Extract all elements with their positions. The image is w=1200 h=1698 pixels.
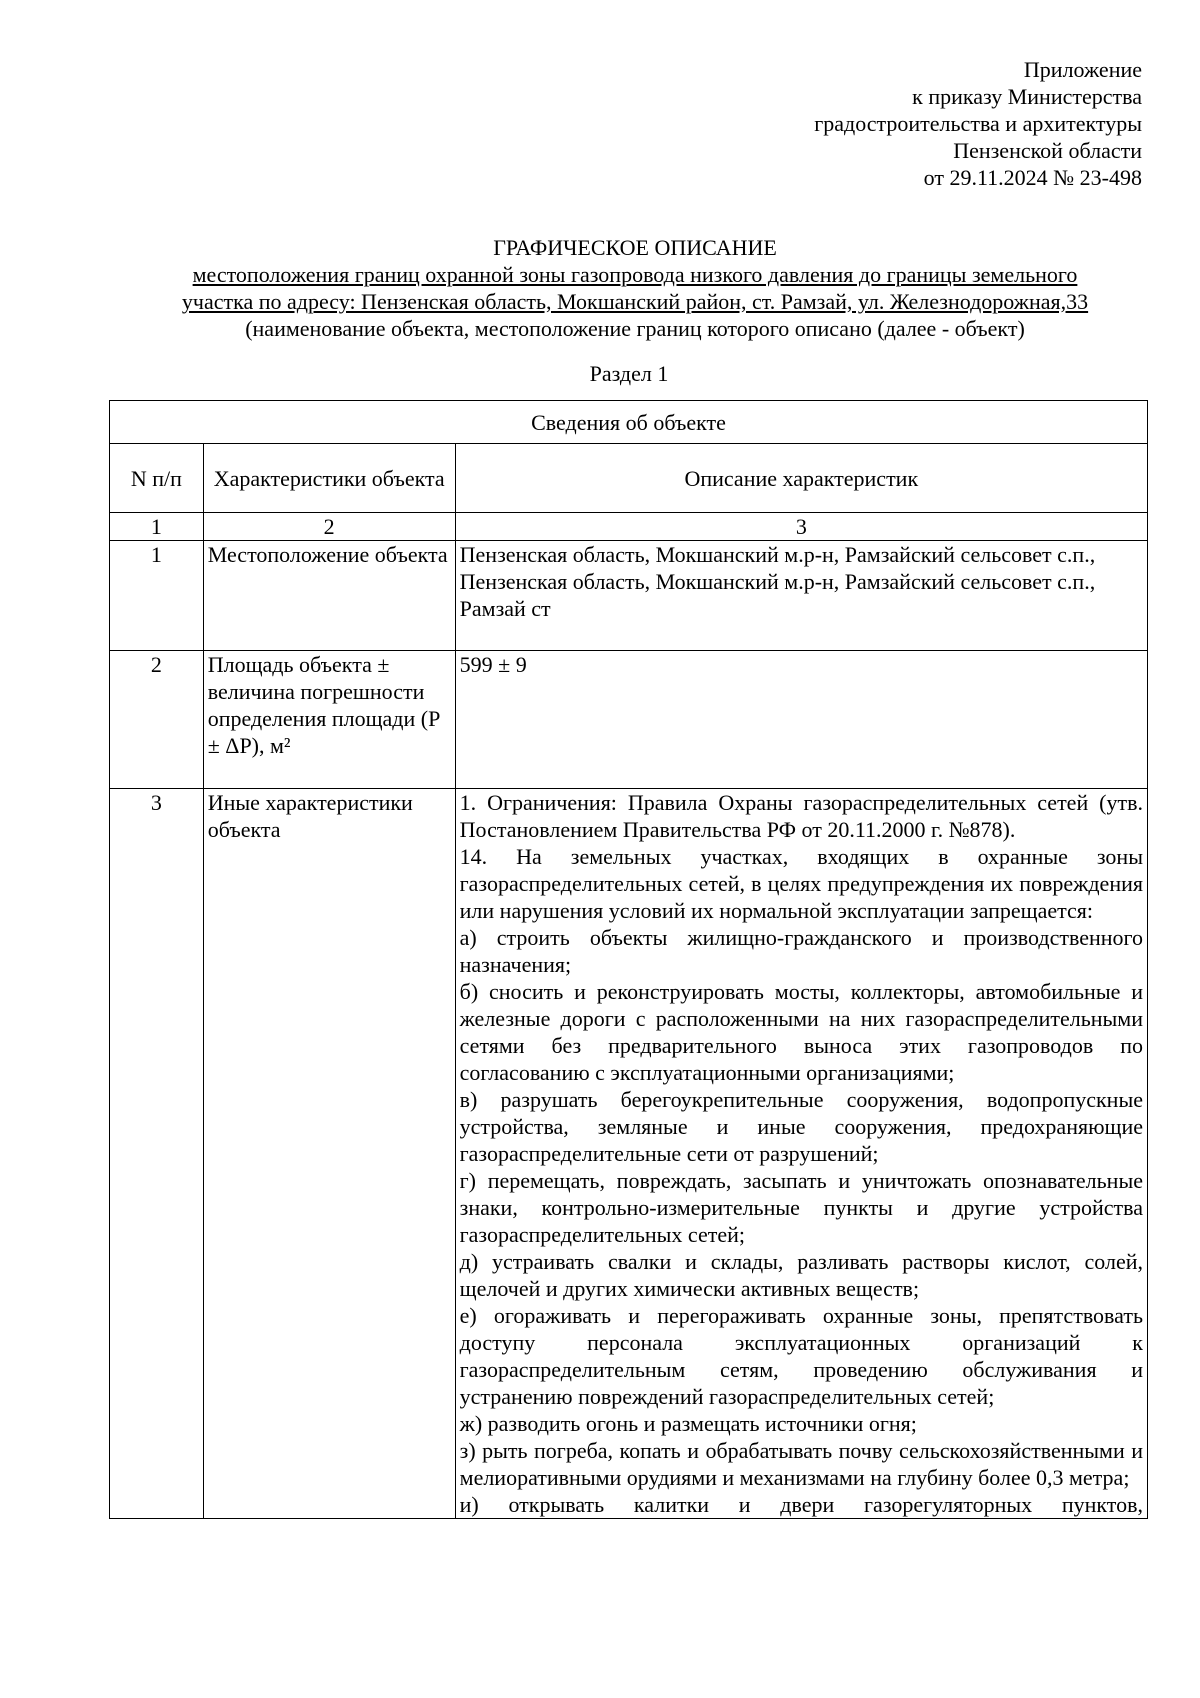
object-name-caption: (наименование объекта, местоположение границ которого описано (далее - объект) [245, 316, 1025, 341]
appendix-line: Приложение [1023, 57, 1142, 82]
row-number: 3 [110, 789, 204, 1519]
column-number: 3 [455, 513, 1147, 541]
row-number: 2 [110, 651, 204, 789]
table-caption-row [110, 401, 1148, 444]
row-description [455, 789, 1147, 1519]
row-description [455, 651, 1147, 789]
appendix-line: к приказу Министерства [912, 84, 1142, 109]
column-number: 2 [203, 513, 455, 541]
table-caption: Сведения об объекте [110, 401, 1148, 444]
description-paragraph: 14. На земельных участках, входящих в охранные зоны газораспределительных сетей, в целях предупреждения их повреждения или нарушения условий их нормальной эксплуатации запрещается: [459, 844, 1143, 923]
description-line: Пензенская область, Мокшанский м.р-н, Рамзайский сельсовет с.п., [459, 542, 1096, 567]
row-number: 1 [110, 541, 204, 651]
description-paragraph: д) устраивать свалки и склады, разливать растворы кислот, солей, щелочей и других химически активных веществ; [459, 1249, 1143, 1301]
row-description [455, 541, 1147, 651]
header-description: Описание характеристик [455, 444, 1147, 513]
table-row [110, 651, 1148, 789]
description-paragraph: г) перемещать, повреждать, засыпать и уничтожать опознавательные знаки, контрольно-измерительные пункты и другие устройства газораспределительных сетей; [459, 1168, 1143, 1247]
table-row [110, 789, 1148, 1519]
description-paragraph: и) открывать калитки и двери газорегуляторных пунктов, [459, 1492, 1143, 1517]
row-characteristic: Иные характеристики объекта [203, 789, 455, 1519]
description-line: Пензенская область, Мокшанский м.р-н, Рамзайский сельсовет с.п., Рамзай ст [459, 569, 1096, 621]
object-name-line-1: местоположения границ охранной зоны газопровода низкого давления до границы земельного [192, 262, 1078, 287]
description-paragraph: е) огораживать и перегораживать охранные зоны, препятствовать доступу персонала эксплуатационных организаций к газораспределительным сетям, проведению обслуживания и устранению повреждений газораспределительных сетей; [459, 1303, 1143, 1409]
header-characteristic: Характеристики объекта [203, 444, 455, 513]
description-paragraph: з) рыть погреба, копать и обрабатывать почву сельскохозяйственными и мелиоративными орудиями и механизмами на глубину более 0,3 метра; [459, 1438, 1143, 1490]
description-paragraph: б) сносить и реконструировать мосты, коллекторы, автомобильные и железные дороги с расположенными на них газораспределительными сетями без предварительного выноса этих газопроводов по согласованию с эксплуатационными организациями; [459, 979, 1143, 1085]
description-line: 599 ± 9 [459, 652, 527, 677]
row-characteristic: Местоположение объекта [203, 541, 455, 651]
column-number: 1 [110, 513, 204, 541]
title-block [105, 234, 1165, 342]
appendix-line: Пензенской области [953, 138, 1142, 163]
column-number-row [110, 513, 1148, 541]
description-paragraph: 1. Ограничения: Правила Охраны газораспределительных сетей (утв. Постановлением Правительства РФ от 20.11.2000 г. №878). [459, 790, 1143, 842]
object-info-table [109, 400, 1148, 1519]
description-paragraph: ж) разводить огонь и размещать источники огня; [459, 1411, 917, 1436]
table-header-row [110, 444, 1148, 513]
section-label: Раздел 1 [589, 361, 669, 386]
description-paragraph: а) строить объекты жилищно-гражданского и производственного назначения; [459, 925, 1143, 977]
description-paragraph: в) разрушать берегоукрепительные сооружения, водопропускные устройства, земляные и иные сооружения, предохраняющие газораспределительные сети от разрушений; [459, 1087, 1143, 1166]
row-characteristic: Площадь объекта ± величина погрешности определения площади (P ± ΔP), м² [203, 651, 455, 789]
appendix-line: градостроительства и архитектуры [814, 111, 1142, 136]
header-number: N п/п [110, 444, 204, 513]
document-title: ГРАФИЧЕСКОЕ ОПИСАНИЕ [493, 235, 777, 260]
object-name-line-2: участка по адресу: Пензенская область, Мокшанский район, ст. Рамзай, ул. Железнодорожная,33 [181, 289, 1089, 314]
appendix-block [814, 56, 1142, 191]
table-row [110, 541, 1148, 651]
appendix-line: от 29.11.2024 № 23-498 [923, 165, 1142, 190]
